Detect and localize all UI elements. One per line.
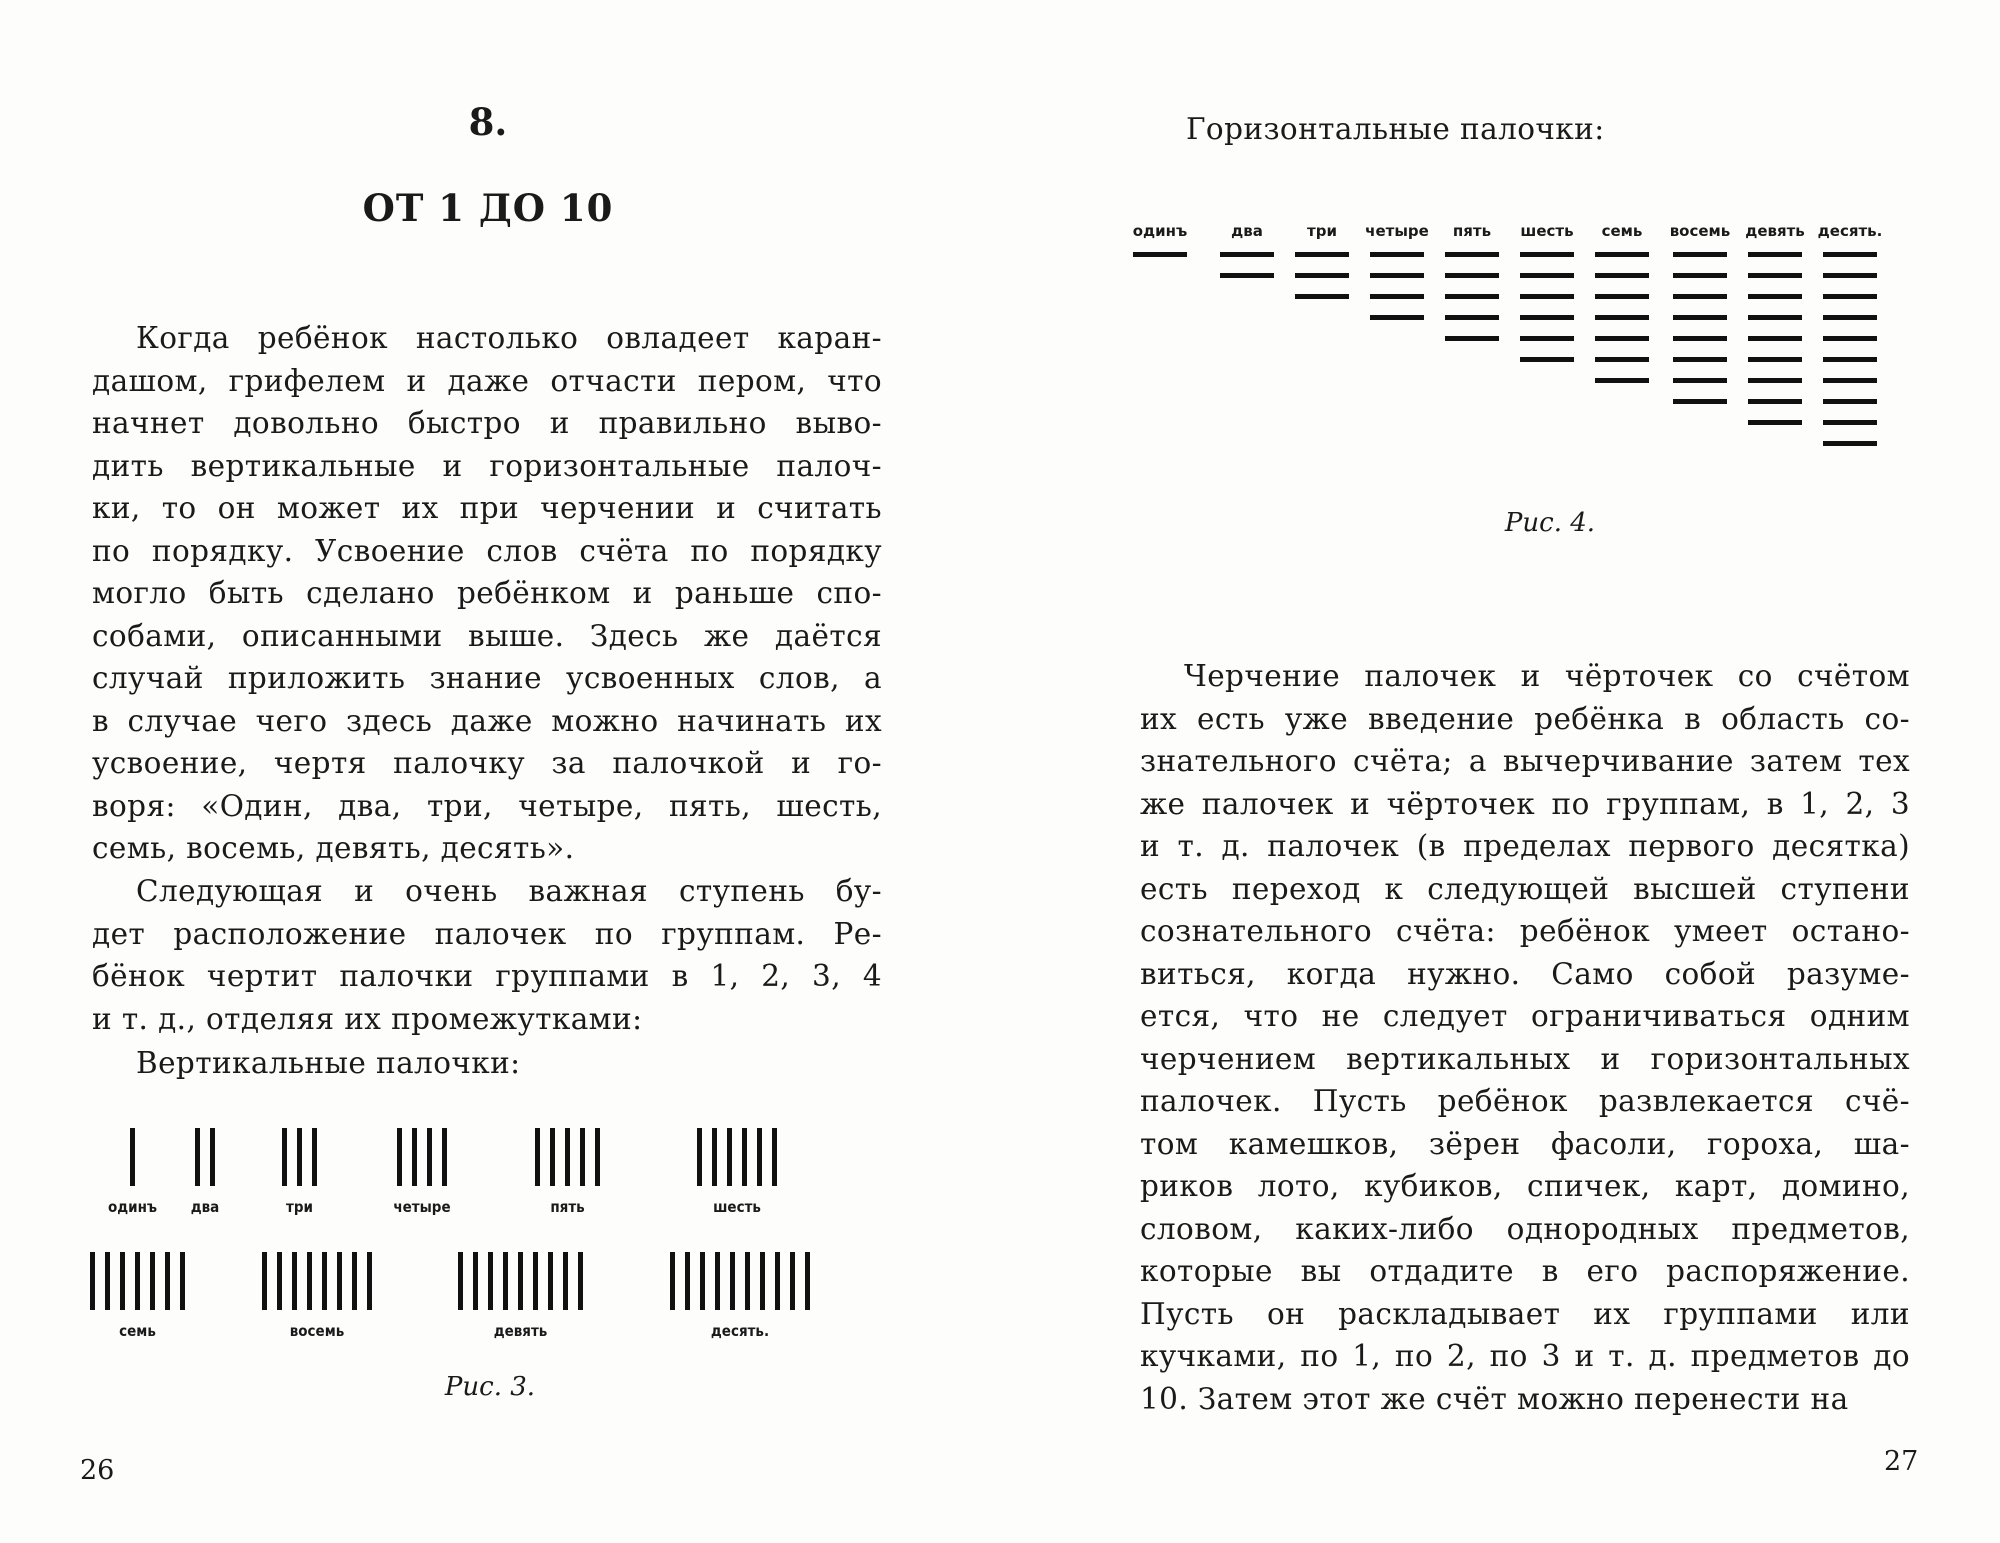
text-line: начнет довольно быстро и правильно выво- <box>92 406 882 440</box>
vertical-group-label: восемь <box>289 1322 345 1340</box>
vertical-group-label: одинъ <box>107 1198 158 1216</box>
text-line: случай приложить знание усвоенных слов, а <box>92 661 882 695</box>
vertical-stick <box>730 1252 735 1310</box>
vertical-group-label: пять <box>550 1198 585 1216</box>
horizontal-group-label: два <box>1231 222 1263 240</box>
vertical-stick <box>130 1128 135 1186</box>
horizontal-stick <box>1823 294 1877 299</box>
horizontal-group-label: десять. <box>1817 222 1883 240</box>
vertical-stick <box>120 1252 125 1310</box>
vertical-stick <box>397 1128 402 1186</box>
vertical-group-label: семь <box>119 1322 156 1340</box>
horizontal-group-label: семь <box>1601 222 1643 240</box>
horizontal-stick <box>1595 357 1649 362</box>
vertical-group-label: четыре <box>393 1198 451 1216</box>
text-line: знательного счёта; а вычерчивание затем тех <box>1140 744 1910 778</box>
vertical-stick <box>442 1128 447 1186</box>
vertical-group-label: два <box>190 1198 220 1216</box>
horizontal-stick <box>1748 378 1802 383</box>
horizontal-stick <box>1748 336 1802 341</box>
text-line: собами, описанными выше. Здесь же даётся <box>92 618 882 653</box>
horizontal-stick <box>1595 273 1649 278</box>
text-line: дет расположение палочек по группам. Ре- <box>92 916 882 951</box>
vertical-stick <box>578 1252 583 1310</box>
figure-caption-4: Рис. 4. <box>1504 508 1596 538</box>
horizontal-stick <box>1295 252 1349 257</box>
text-line: ки, то он может их при черчении и считать <box>92 491 882 525</box>
horizontal-group-label: одинъ <box>1132 222 1188 240</box>
horizontal-stick <box>1823 378 1877 383</box>
page-number-right: 27 <box>1884 1446 1919 1477</box>
vertical-stick <box>533 1252 538 1310</box>
vertical-stick <box>790 1252 795 1310</box>
vertical-stick <box>165 1252 170 1310</box>
text-line: Когда ребёнок настолько овладеет каран- <box>136 321 882 355</box>
horizontal-stick <box>1823 357 1877 362</box>
horizontal-stick <box>1748 315 1802 320</box>
vertical-stick <box>352 1252 357 1310</box>
horizontal-group-label: шесть <box>1520 222 1574 240</box>
chapter-number: 8. <box>468 100 508 144</box>
horizontal-stick <box>1445 336 1499 341</box>
horizontal-stick <box>1370 315 1424 320</box>
vertical-stick <box>210 1128 215 1186</box>
horizontal-stick <box>1823 273 1877 278</box>
horizontal-stick <box>1520 336 1574 341</box>
vertical-stick <box>427 1128 432 1186</box>
vertical-stick <box>277 1252 282 1310</box>
text-line: их есть уже введение ребёнка в область со- <box>1140 701 1910 736</box>
horizontal-stick <box>1445 315 1499 320</box>
horizontal-stick <box>1445 252 1499 257</box>
vertical-stick <box>105 1252 110 1310</box>
horizontal-stick <box>1748 357 1802 362</box>
vertical-stick <box>282 1128 287 1186</box>
horizontal-stick <box>1520 357 1574 362</box>
text-line: семь, восемь, девять, десять». <box>92 831 575 865</box>
text-line: воря: «Один, два, три, четыре, пять, шесть, <box>92 788 882 823</box>
vertical-stick <box>518 1252 523 1310</box>
text-line: дашом, грифелем и даже отчасти пером, что <box>92 363 882 398</box>
horizontal-stick <box>1595 252 1649 257</box>
vertical-stick <box>458 1252 463 1310</box>
text-line: в случае чего здесь даже можно начинать их <box>92 703 882 738</box>
horizontal-stick <box>1823 336 1877 341</box>
vertical-stick <box>180 1252 185 1310</box>
text-line: бёнок чертит палочки группами в 1, 2, 3, 4 <box>92 959 882 993</box>
vertical-stick <box>312 1128 317 1186</box>
vertical-stick <box>712 1128 717 1186</box>
horizontal-stick <box>1673 252 1727 257</box>
horizontal-stick <box>1823 252 1877 257</box>
vertical-stick <box>150 1252 155 1310</box>
horizontal-group-label: три <box>1307 222 1337 240</box>
horizontal-stick <box>1748 420 1802 425</box>
horizontal-stick <box>1295 294 1349 299</box>
vertical-stick <box>307 1252 312 1310</box>
horizontal-stick <box>1673 294 1727 299</box>
page-number-left: 26 <box>80 1455 115 1486</box>
horizontal-stick <box>1595 315 1649 320</box>
vertical-stick <box>775 1252 780 1310</box>
vertical-stick <box>262 1252 267 1310</box>
text-line: которые вы отдадите в его распоряжение. <box>1140 1254 1910 1288</box>
horizontal-stick <box>1520 252 1574 257</box>
text-line: же палочек и чёрточек по группам, в 1, 2, 3 <box>1140 786 1910 821</box>
vertical-stick <box>412 1128 417 1186</box>
horizontal-stick <box>1823 315 1877 320</box>
horizontal-stick <box>1823 399 1877 404</box>
vertical-stick <box>685 1252 690 1310</box>
text-line: могло быть сделано ребёнком и раньше спо- <box>92 576 882 610</box>
horizontal-stick <box>1520 315 1574 320</box>
horizontal-group-label: четыре <box>1365 222 1429 240</box>
vertical-stick <box>297 1128 302 1186</box>
vertical-stick <box>745 1252 750 1310</box>
vertical-stick <box>548 1252 553 1310</box>
horizontal-stick <box>1370 294 1424 299</box>
horizontal-stick <box>1445 273 1499 278</box>
vertical-group-label: шесть <box>713 1198 761 1216</box>
text-line: том камешков, зёрен фасоли, гороха, ша- <box>1140 1126 1910 1161</box>
horizontal-stick <box>1520 273 1574 278</box>
vertical-stick <box>535 1128 540 1186</box>
horizontal-stick <box>1748 294 1802 299</box>
vertical-stick <box>90 1252 95 1310</box>
horizontal-group-label: девять <box>1745 222 1805 240</box>
horizontal-stick <box>1673 378 1727 383</box>
vertical-stick <box>367 1252 372 1310</box>
text-line: черчением вертикальных и горизонтальных <box>1140 1041 1910 1076</box>
vertical-stick <box>715 1252 720 1310</box>
vertical-stick <box>503 1252 508 1310</box>
horizontal-stick <box>1370 273 1424 278</box>
text-line: Следующая и очень важная ступень бу- <box>136 874 882 908</box>
left-paragraph-2 <box>92 870 882 1040</box>
text-line: ется, что не следует ограничиваться одним <box>1140 999 1910 1033</box>
vertical-group-label: десять. <box>710 1322 770 1340</box>
vertical-stick <box>292 1252 297 1310</box>
horizontal-stick <box>1673 273 1727 278</box>
text-line: есть переход к следующей высшей ступени <box>1140 871 1910 906</box>
horizontal-stick <box>1673 315 1727 320</box>
horizontal-stick <box>1595 378 1649 383</box>
right-paragraph <box>1140 655 1910 1420</box>
vertical-stick <box>772 1128 777 1186</box>
horizontal-stick <box>1220 273 1274 278</box>
vertical-stick <box>563 1252 568 1310</box>
text-line: 10. Затем этот же счёт можно перенести на <box>1140 1381 1849 1416</box>
vertical-stick <box>135 1252 140 1310</box>
vertical-stick <box>700 1252 705 1310</box>
vertical-stick <box>195 1128 200 1186</box>
text-line: кучками, по 1, по 2, по 3 и т. д. предметов до <box>1140 1339 1910 1373</box>
vertical-stick <box>488 1252 493 1310</box>
horizontal-stick <box>1595 336 1649 341</box>
horizontal-stick <box>1673 399 1727 404</box>
chapter-title: ОТ 1 ДО 10 <box>362 186 614 230</box>
right-page <box>1000 0 2000 1543</box>
vertical-group-label: девять <box>493 1322 548 1340</box>
vertical-stick <box>337 1252 342 1310</box>
horizontal-stick <box>1445 294 1499 299</box>
horizontal-stick <box>1823 420 1877 425</box>
text-line: Пусть он раскладывает их группами или <box>1140 1296 1910 1331</box>
text-line: словом, каких-либо однородных предметов, <box>1140 1211 1910 1246</box>
vertical-stick <box>322 1252 327 1310</box>
horizontal-stick <box>1748 273 1802 278</box>
horizontal-stick <box>1748 399 1802 404</box>
vertical-group-label: три <box>286 1198 313 1216</box>
vertical-stick <box>670 1252 675 1310</box>
horizontal-stick <box>1595 294 1649 299</box>
text-line: палочек. Пусть ребёнок развлекается счё- <box>1140 1084 1910 1118</box>
vertical-stick <box>595 1128 600 1186</box>
horizontal-stick <box>1133 252 1187 257</box>
horizontal-stick <box>1520 294 1574 299</box>
vertical-stick <box>760 1252 765 1310</box>
horizontal-stick <box>1295 273 1349 278</box>
horizontal-stick <box>1748 252 1802 257</box>
vertical-stick <box>550 1128 555 1186</box>
vertical-stick <box>473 1252 478 1310</box>
vertical-stick <box>742 1128 747 1186</box>
text-line: Черчение палочек и чёрточек со счётом <box>1184 659 1910 693</box>
figure-caption-3: Рис. 3. <box>444 1372 536 1402</box>
vertical-stick <box>565 1128 570 1186</box>
text-line: дить вертикальные и горизонтальные палоч- <box>92 448 882 483</box>
text-line: усвоение, чертя палочку за палочкой и го- <box>92 746 882 780</box>
left-paragraph-1 <box>92 317 882 870</box>
horizontal-stick <box>1673 357 1727 362</box>
text-line: и т. д. палочек (в пределах первого десятка) <box>1140 829 1910 863</box>
text-line: и т. д., отделяя их промежутками: <box>92 1001 643 1036</box>
vertical-sticks-heading: Вертикальные палочки: <box>136 1046 521 1080</box>
vertical-stick <box>805 1252 810 1310</box>
text-line: сознательного счёта: ребёнок умеет остано- <box>1140 914 1910 948</box>
vertical-stick <box>697 1128 702 1186</box>
horizontal-stick <box>1823 441 1877 446</box>
text-line: по порядку. Усвоение слов счёта по порядку <box>92 533 882 568</box>
horizontal-group-label: пять <box>1452 222 1492 240</box>
horizontal-group-label: восемь <box>1669 222 1731 240</box>
horizontal-sticks-heading: Горизонтальные палочки: <box>1186 112 1605 146</box>
vertical-stick <box>757 1128 762 1186</box>
vertical-stick <box>580 1128 585 1186</box>
horizontal-stick <box>1370 252 1424 257</box>
horizontal-stick <box>1673 336 1727 341</box>
text-line: виться, когда нужно. Само собой разуме- <box>1140 956 1910 991</box>
text-line: риков лото, кубиков, спичек, карт, домино, <box>1140 1169 1910 1203</box>
vertical-stick <box>727 1128 732 1186</box>
horizontal-stick <box>1220 252 1274 257</box>
